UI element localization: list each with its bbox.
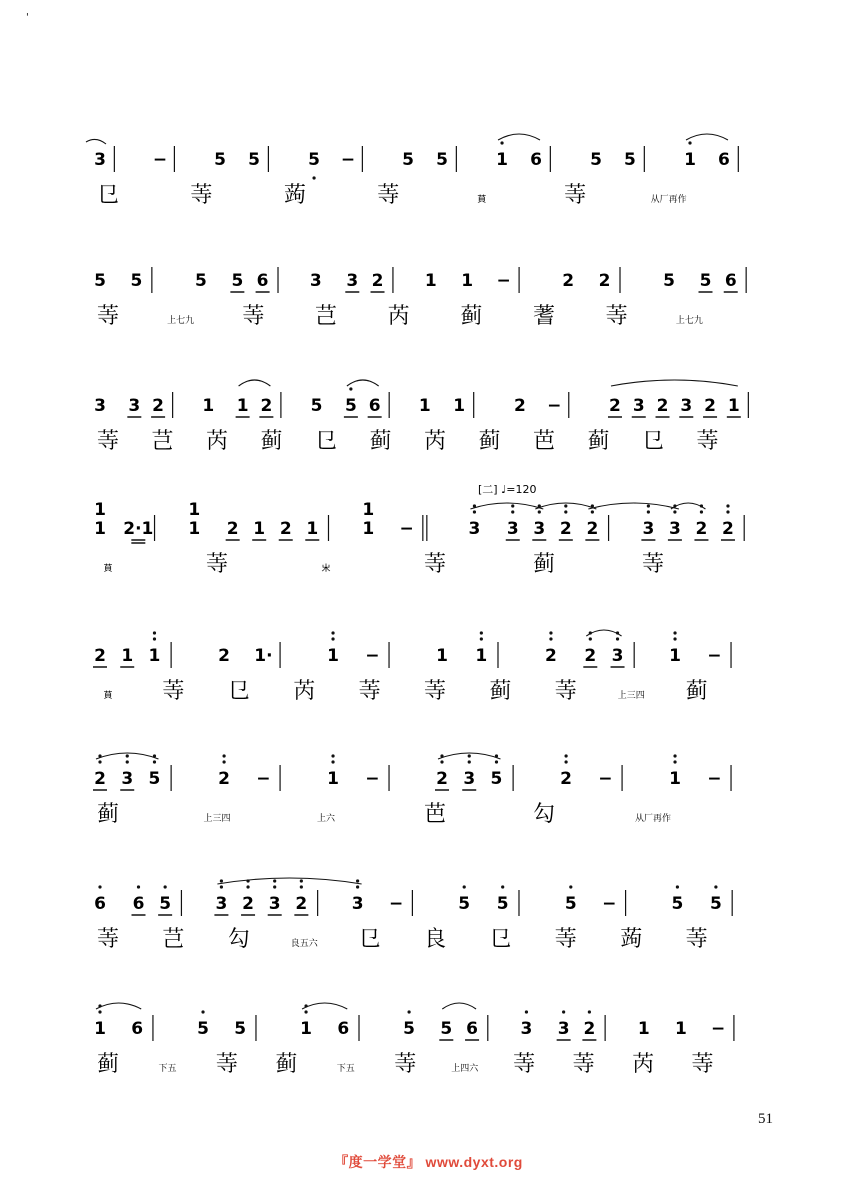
jianpu-note: − [365, 646, 380, 666]
octave-dot [564, 754, 567, 757]
octave-dot [495, 760, 498, 763]
jianpu-note: 6 [368, 396, 381, 416]
jianpu-note: 1 [94, 500, 106, 520]
jianpu-note: 1 [727, 396, 740, 416]
jianpu-note: 3 [351, 894, 364, 914]
jianzi-glyph: 蓟 [96, 802, 120, 827]
octave-dot [673, 754, 676, 757]
octave-dot [220, 885, 223, 888]
octave-dot [468, 754, 471, 757]
jianpu-note: 1 [418, 396, 431, 416]
octave-dot [501, 885, 504, 888]
jianzi-glyph: 䓁 [96, 927, 120, 952]
jianpu-note: 3 [533, 519, 546, 539]
jianpu-note: − [707, 646, 722, 666]
watermark: 『度一学堂』 www.dyxt.org [334, 1154, 523, 1170]
jianzi-glyph: 良五六 [290, 939, 318, 949]
jianpu-note: 3 [611, 646, 624, 666]
jianpu-note: 3 [520, 1019, 533, 1039]
jianpu-note: 2 [545, 646, 557, 666]
jianzi-glyph: 上六 [316, 814, 336, 824]
jianpu-note: 1 [327, 646, 339, 666]
jianpu-note: 2 [562, 271, 575, 291]
octave-dot [673, 631, 676, 634]
jianzi-glyph: 下五 [158, 1064, 177, 1074]
jianzi-glyph: 蓟 [96, 1052, 120, 1077]
jianpu-note: 5 [624, 150, 636, 170]
slur-arc [217, 878, 361, 884]
jianzi-glyph: 芑 [151, 429, 174, 454]
jianpu-note: 5 [709, 894, 722, 914]
octave-dot [525, 1010, 528, 1013]
jianpu-note: 5 [458, 894, 471, 914]
jianpu-note: − [547, 396, 562, 416]
jianpu-note: 2 [598, 271, 611, 291]
jianzi-glyph: 蓍 [532, 304, 556, 329]
jianpu-note: 5 [197, 1019, 209, 1039]
octave-dot [153, 637, 156, 640]
octave-dot [673, 637, 676, 640]
jianzi-glyph: 䓁 [423, 679, 447, 704]
jianzi-glyph: 䓁 [377, 183, 400, 208]
slur-arc [96, 1003, 141, 1009]
jianpu-note: 1 [496, 150, 508, 170]
octave-dot [647, 504, 650, 507]
jianzi-glyph: 上四六 [451, 1064, 479, 1074]
jianpu-note: 2 [218, 646, 231, 666]
jianpu-note: 2 [722, 519, 734, 539]
jianpu-note: 6 [530, 150, 542, 170]
jianpu-note: 5 [308, 150, 320, 170]
jianpu-note: 1 [236, 396, 249, 416]
jianpu-note: 1 [362, 500, 375, 520]
jianzi-glyph: 蒟 [620, 927, 643, 952]
jianpu-note: 3 [94, 150, 106, 170]
jianpu-note: − [340, 150, 356, 170]
corner-mark: ' [26, 12, 29, 23]
jianpu-note: 3 [557, 1019, 570, 1039]
jianpu-note: 2 [295, 894, 308, 914]
octave-dot [356, 885, 359, 888]
jianzi-glyph: 䓁 [572, 1052, 595, 1077]
jianpu-note: 5 [148, 769, 161, 789]
jianpu-note: 2 [583, 1019, 596, 1039]
octave-dot [511, 504, 514, 507]
jianpu-note: 5 [159, 894, 172, 914]
jianpu-note: 3 [346, 271, 359, 291]
octave-dot [591, 510, 594, 513]
jianpu-note: 5 [194, 271, 207, 291]
jianpu-note: 1 [253, 519, 266, 539]
octave-dot [473, 510, 476, 513]
jianpu-note: 1· [254, 646, 273, 666]
jianzi-glyph: 蓟 [275, 1052, 298, 1077]
octave-dot [549, 637, 552, 640]
jianpu-note: 5 [214, 150, 227, 170]
jianpu-note: 2 [279, 519, 292, 539]
octave-dot [673, 760, 676, 763]
jianpu-note: 1 [675, 1019, 687, 1039]
jianzi-glyph: 䓁 [162, 679, 185, 704]
jianzi-glyph: 㔾 [227, 679, 250, 704]
jianpu-note: 1 [453, 396, 466, 416]
jianpu-note: 3 [94, 396, 106, 416]
jianzi-glyph: 𦮷 [103, 691, 113, 701]
jianzi-glyph: 蓟 [532, 552, 556, 577]
octave-dot [647, 510, 650, 513]
slur-arc [586, 630, 621, 636]
jianpu-note: 1 [669, 769, 681, 789]
jianpu-note: − [399, 519, 414, 539]
jianzi-glyph: 蓟 [489, 679, 512, 704]
jianpu-note: 3 [268, 894, 281, 914]
jianpu-note: − [602, 894, 617, 914]
jianpu-note: 1 [94, 519, 106, 539]
jianpu-note: 6 [724, 271, 737, 291]
jianpu-note: 2 [560, 769, 573, 789]
jianpu-note: 2 [584, 646, 597, 666]
jianzi-glyph: 䓁 [358, 679, 381, 704]
octave-dot [564, 504, 567, 507]
octave-dot [273, 879, 276, 882]
jianzi-glyph: 㔾 [314, 429, 338, 454]
jianpu-note: 1 [669, 646, 681, 666]
jianzi-glyph: 𦮷 [477, 195, 487, 205]
jianpu-note: 1 [188, 500, 201, 520]
slur-arc [347, 380, 379, 386]
jianpu-note: 3 [121, 769, 134, 789]
octave-dot [331, 631, 334, 634]
jianzi-glyph: 蓟 [260, 429, 283, 454]
jianzi-glyph: 从厂再作 [634, 814, 672, 824]
octave-dot [564, 510, 567, 513]
jianpu-note: 5 [699, 271, 712, 291]
jianzi-glyph: 芮 [205, 429, 229, 454]
octave-dot [126, 754, 129, 757]
jianpu-note: 2 [559, 519, 572, 539]
octave-dot [588, 1010, 591, 1013]
jianpu-note: − [388, 894, 404, 914]
octave-dot [480, 631, 483, 634]
octave-dot [220, 879, 223, 882]
jianpu-note: 5 [130, 271, 143, 291]
octave-dot [356, 879, 359, 882]
jianzi-glyph: 蓟 [460, 304, 483, 329]
slur-arc [239, 380, 271, 386]
jianzi-glyph: 上三四 [203, 814, 231, 824]
jianpu-note: 1 [94, 1019, 106, 1039]
octave-dot [331, 754, 334, 757]
jianpu-note: 5 [310, 396, 323, 416]
jianpu-note: 6 [466, 1019, 478, 1039]
jianzi-glyph: 芑 [162, 927, 185, 952]
octave-dot [673, 510, 676, 513]
octave-dot [137, 885, 140, 888]
octave-dot [407, 1010, 410, 1013]
jianpu-note: 2 [609, 396, 621, 416]
jianpu-note: 1 [327, 769, 339, 789]
octave-dot [164, 885, 167, 888]
jianpu-note: 5 [490, 769, 503, 789]
jianpu-note: 1 [362, 519, 375, 539]
jianzi-glyph: 芮 [387, 304, 410, 329]
jianpu-note: − [598, 769, 613, 789]
jianpu-note: 1 [436, 646, 448, 666]
jianzi-glyph: 䓁 [96, 429, 120, 454]
jianzi-glyph: 䓁 [394, 1052, 417, 1077]
slur-arc [86, 139, 106, 144]
slur-arc [498, 134, 540, 140]
octave-dot [562, 1010, 565, 1013]
jianzi-glyph: 良 [423, 927, 447, 952]
octave-dot [688, 141, 691, 144]
jianpu-note: 2 [513, 396, 526, 416]
octave-dot [201, 1010, 204, 1013]
jianzi-glyph: 䓁 [423, 552, 447, 577]
octave-dot [616, 637, 619, 640]
jianpu-note: 2 [695, 519, 708, 539]
jianpu-note: 5 [248, 150, 260, 170]
jianzi-glyph: 芑 [314, 304, 338, 329]
jianzi-glyph: 㔾 [96, 183, 120, 208]
octave-dot [538, 510, 541, 513]
jianzi-glyph: 蒟 [283, 183, 306, 208]
octave-dot [500, 141, 503, 144]
jianpu-note: 3 [680, 396, 693, 416]
jianpu-note: 6 [337, 1019, 350, 1039]
octave-dot [300, 885, 303, 888]
jianzi-glyph: 芭 [423, 802, 447, 827]
octave-dot [726, 510, 729, 513]
jianzi-glyph: 䓁 [215, 1052, 238, 1077]
jianzi-glyph: 䓁 [242, 304, 265, 329]
slur-arc [686, 134, 728, 140]
jianzi-glyph: 上七九 [167, 316, 195, 326]
jianpu-note: 2 [242, 894, 254, 914]
jianpu-note: 6 [256, 271, 269, 291]
jianzi-glyph: 㔾 [641, 429, 665, 454]
octave-dot [463, 885, 466, 888]
jianpu-note: 5 [344, 396, 357, 416]
octave-dot [222, 760, 225, 763]
page-number: 51 [758, 1111, 773, 1127]
jianpu-note: 5 [231, 271, 244, 291]
jianzi-glyph: 㔾 [358, 927, 381, 952]
jianpu-note: 2 [152, 396, 165, 416]
jianpu-note: 6 [131, 1019, 144, 1039]
jianzi-glyph: 上七九 [675, 316, 703, 326]
octave-dot [273, 885, 276, 888]
jianpu-note: 2 [436, 769, 448, 789]
octave-dot [331, 637, 334, 640]
octave-dot [589, 637, 592, 640]
jianzi-glyph: 䓁 [554, 927, 577, 952]
jianzi-glyph: 下五 [336, 1064, 355, 1074]
jianpu-note: − [711, 1019, 726, 1039]
octave-dot [564, 760, 567, 763]
jianpu-note: 3 [668, 519, 681, 539]
jianpu-note: − [496, 271, 511, 291]
jianpu-note: 1 [121, 646, 134, 666]
jianpu-note: 2 [94, 769, 106, 789]
jianpu-note: − [365, 769, 380, 789]
jianzi-glyph: 蓟 [685, 679, 708, 704]
octave-dot [153, 760, 156, 763]
octave-dot [98, 1010, 101, 1013]
jianzi-glyph: 勾 [227, 927, 250, 952]
jianpu-note: 5 [402, 150, 414, 170]
jianpu-note: 3 [215, 894, 228, 914]
jianzi-glyph: 蓟 [478, 429, 501, 454]
jianpu-note: 2 [218, 769, 231, 789]
jianpu-note: 3 [309, 271, 322, 291]
octave-dot [676, 885, 679, 888]
octave-dot [331, 760, 334, 763]
jianzi-glyph: 上三四 [617, 691, 645, 701]
jianzi-glyph: 芮 [293, 679, 316, 704]
jianpu-note: 1 [637, 1019, 650, 1039]
jianzi-glyph: 䓁 [696, 429, 719, 454]
jianpu-note: 2 [260, 396, 273, 416]
jianzi-glyph: 𣎵 [321, 564, 331, 574]
octave-dot [468, 760, 471, 763]
jianzi-glyph: 芮 [632, 1052, 655, 1077]
jianpu-note: 2 [656, 396, 669, 416]
octave-dot [480, 637, 483, 640]
slur-arc [611, 380, 738, 386]
octave-dot [98, 885, 101, 888]
jianpu-note: 2 [704, 396, 716, 416]
jianpu-note: 2 [226, 519, 239, 539]
low-octave-dot [312, 176, 315, 179]
jianzi-glyph: 𦮷 [103, 564, 113, 574]
jianpu-note: 1 [202, 396, 215, 416]
tempo-mark: [二] ♩=120 [478, 483, 537, 496]
jianzi-glyph: 䓁 [554, 679, 577, 704]
slur-arc [588, 503, 679, 509]
jianzi-glyph: 蓟 [587, 429, 610, 454]
jianzi-glyph: 䓁 [605, 304, 628, 329]
jianzi-glyph: 䓁 [641, 552, 665, 577]
jianpu-note: 1 [461, 271, 474, 291]
jianpu-note: 5 [234, 1019, 247, 1039]
jianpu-note: − [707, 769, 722, 789]
jianzi-glyph: 䓁 [513, 1052, 536, 1077]
jianpu-note: 6 [718, 150, 730, 170]
jianpu-note: 5 [671, 894, 684, 914]
octave-dot [440, 760, 443, 763]
octave-dot [304, 1010, 307, 1013]
octave-dot [714, 885, 717, 888]
slur-arc [302, 1003, 347, 1009]
octave-dot [726, 504, 729, 507]
jianzi-glyph: 䓁 [564, 183, 587, 208]
jianpu-note: 1 [424, 271, 437, 291]
jianpu-note: 5 [590, 150, 602, 170]
jianpu-note: 2 [586, 519, 599, 539]
jianzi-glyph: 䓁 [691, 1052, 714, 1077]
octave-dot [246, 885, 249, 888]
jianpu-note: 1 [188, 519, 201, 539]
jianzi-glyph: 䓁 [190, 183, 213, 208]
jianpu-note: 3 [128, 396, 141, 416]
jianpu-note: 3 [468, 519, 481, 539]
octave-dot [549, 631, 552, 634]
jianzi-glyph: 蓟 [369, 429, 392, 454]
jianpu-note: 6 [132, 894, 145, 914]
jianpu-note: 5 [440, 1019, 453, 1039]
octave-dot [700, 510, 703, 513]
jianpu-note: 3 [463, 769, 476, 789]
jianpu-note: 1 [300, 1019, 312, 1039]
octave-dot [222, 754, 225, 757]
jianzi-glyph: 䓁 [685, 927, 708, 952]
jianpu-note: 1 [306, 519, 319, 539]
jianpu-note: 5 [436, 150, 448, 170]
jianzi-glyph: 䓁 [205, 552, 229, 577]
octave-dot [153, 631, 156, 634]
jianzi-glyph: 从厂再作 [650, 195, 687, 205]
jianpu-note: 5 [663, 271, 675, 291]
jianzi-glyph: 䓁 [96, 304, 120, 329]
jianzi-glyph: 勾 [532, 802, 556, 827]
jianzi-glyph: 芮 [423, 429, 447, 454]
jianpu-note: − [256, 769, 271, 789]
jianpu-note: 2 [94, 646, 106, 666]
jianpu-note: 3 [642, 519, 655, 539]
jianpu-note: 2·1 [123, 519, 154, 539]
jianpu-note: 3 [632, 396, 645, 416]
slur-arc [470, 503, 543, 509]
octave-dot [349, 387, 352, 390]
octave-dot [98, 760, 101, 763]
octave-dot [126, 760, 129, 763]
slur-arc [442, 1003, 476, 1009]
jianpu-note: 1 [148, 646, 161, 666]
jianzi-glyph: 芭 [532, 429, 556, 454]
jianpu-note: 6 [94, 894, 106, 914]
jianpu-note: 3 [506, 519, 519, 539]
octave-dot [300, 879, 303, 882]
jianpu-note: 1 [475, 646, 488, 666]
jianpu-note: − [152, 150, 168, 170]
jianpu-note: 1 [684, 150, 696, 170]
octave-dot [569, 885, 572, 888]
jianpu-note: 2 [371, 271, 384, 291]
octave-dot [511, 510, 514, 513]
jianpu-note: 5 [496, 894, 509, 914]
jianpu-note: 5 [403, 1019, 416, 1039]
jianpu-note: 5 [94, 271, 106, 291]
jianpu-note: 5 [564, 894, 577, 914]
jianzi-glyph: 㔾 [489, 927, 512, 952]
